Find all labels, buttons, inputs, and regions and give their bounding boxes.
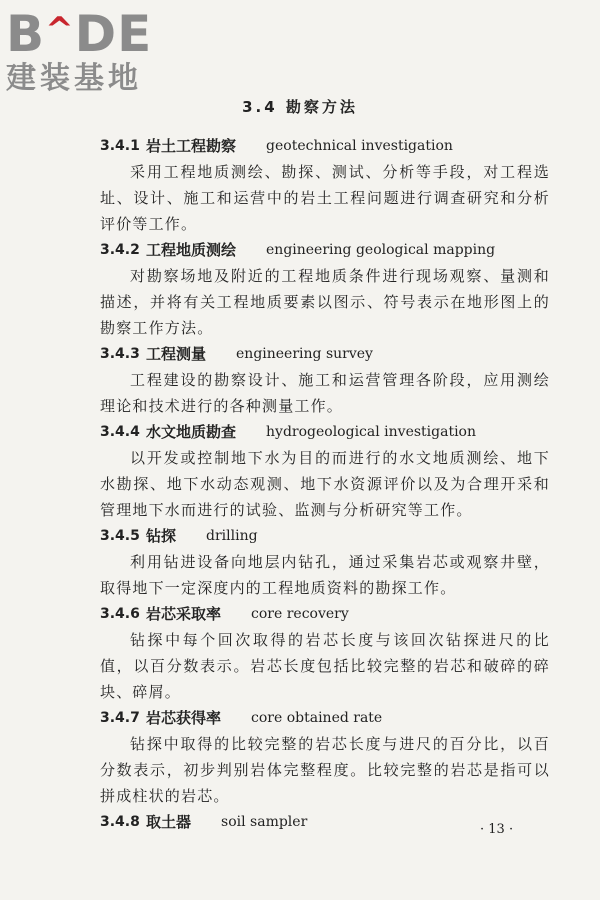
term-number: 3.4.5	[100, 528, 140, 544]
term-definition: 工程建设的勘察设计、施工和运营管理各阶段，应用测绘理论和技术进行的各种测量工作。	[100, 371, 550, 415]
logo-subtitle: 建装基地	[6, 61, 142, 96]
term-chinese: 钻探	[146, 527, 177, 545]
term-definition: 利用钻进设备向地层内钻孔，通过采集岩芯或观察井壁，取得地下一定深度内的工程地质资料的勘探工作。	[100, 553, 550, 597]
term-english: soil sampler	[221, 814, 308, 830]
term-english: engineering geological mapping	[266, 242, 496, 258]
term-english: drilling	[206, 528, 258, 544]
term-english: core obtained rate	[251, 710, 383, 726]
term-number: 3.4.3	[100, 346, 140, 362]
term-chinese: 岩土工程勘察	[146, 137, 237, 155]
term-number: 3.4.7	[100, 710, 140, 726]
term-chinese: 岩芯采取率	[146, 605, 222, 623]
logo-wordmark: B^DE	[6, 5, 153, 63]
terms-list	[100, 133, 550, 835]
term-english: hydrogeological investigation	[266, 424, 476, 440]
term-definition: 钻探中取得的比较完整的岩芯长度与进尺的百分比，以百分数表示，初步判别岩体完整程度。比较完整的岩芯是指可以拼成柱状的岩芯。	[100, 735, 550, 805]
term-entry	[100, 601, 550, 705]
term-entry	[100, 419, 550, 523]
term-number: 3.4.2	[100, 242, 140, 258]
logo-accent-mark: ^	[45, 10, 75, 50]
logo	[6, 4, 176, 96]
term-number: 3.4.6	[100, 606, 140, 622]
term-definition: 以开发或控制地下水为目的而进行的水文地质测绘、地下水勘探、地下水动态观测、地下水资源评价以及为合理开采和管理地下水而进行的试验、监测与分析研究等工作。	[100, 449, 550, 519]
term-entry	[100, 705, 550, 809]
term-definition: 钻探中每个回次取得的岩芯长度与该回次钻探进尺的比值，以百分数表示。岩芯长度包括比较完整的岩芯和破碎的碎块、碎屑。	[100, 631, 550, 701]
term-english: core recovery	[251, 606, 349, 622]
term-chinese: 水文地质勘查	[146, 423, 237, 441]
term-entry	[100, 237, 550, 341]
term-chinese: 取土器	[146, 813, 192, 831]
term-number: 3.4.1	[100, 138, 140, 154]
page-number: · 13 ·	[480, 822, 514, 837]
term-definition: 采用工程地质测绘、勘探、测试、分析等手段，对工程选址、设计、施工和运营中的岩土工程问题进行调查研究和分析评价等工作。	[100, 163, 550, 233]
term-entry	[100, 523, 550, 601]
term-number: 3.4.4	[100, 424, 140, 440]
term-english: geotechnical investigation	[266, 138, 453, 154]
term-entry	[100, 133, 550, 237]
term-definition: 对勘察场地及附近的工程地质条件进行现场观察、量测和描述，并将有关工程地质要素以图示、符号表示在地形图上的勘察工作方法。	[100, 267, 550, 337]
term-chinese: 岩芯获得率	[146, 709, 222, 727]
term-english: engineering survey	[236, 346, 373, 362]
section-title: 3.4 勘察方法	[242, 98, 358, 116]
term-number: 3.4.8	[100, 814, 140, 830]
term-entry	[100, 341, 550, 419]
term-chinese: 工程测量	[146, 345, 207, 363]
term-chinese: 工程地质测绘	[146, 241, 237, 259]
